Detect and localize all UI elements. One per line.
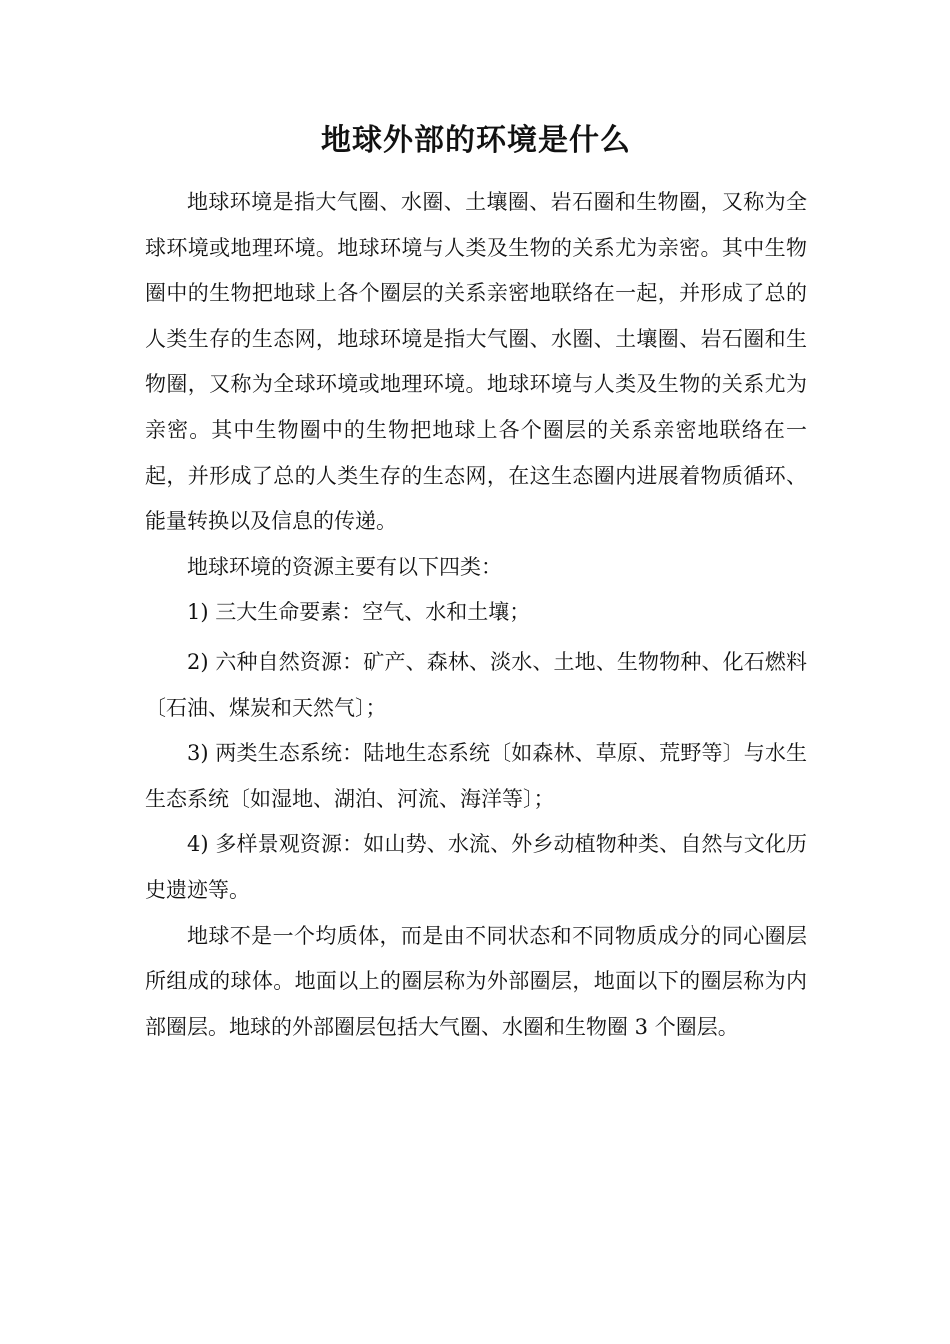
list-item-4: 4) 多样景观资源：如山势、水流、外乡动植物种类、自然与文化历史遗迹等。 (145, 832, 807, 902)
document-title: 地球外部的环境是什么 (321, 123, 631, 158)
paragraph-resources-heading: 地球环境的资源主要有以下四类： (187, 554, 502, 579)
list-item-1: 1) 三大生命要素：空气、水和土壤； (187, 600, 531, 625)
list-item-2: 2) 六种自然资源：矿产、森林、淡水、土地、生物物种、化石燃料〔石油、煤炭和天然气〕； (145, 649, 807, 720)
paragraph-layers: 地球不是一个均质体，而是由不同状态和不同物质成分的同心圈层所组成的球体。地面以上的圈层称为外部圈层，地面以下的圈层称为内部圈层。地球的外部圈层包括大气圈、水圈和生物圈 3 个圈层。 (145, 923, 807, 1039)
paragraph-intro: 地球环境是指大气圈、水圈、土壤圈、岩石圈和生物圈，又称为全球环境或地理环境。地球环境与人类及生物的关系尤为亲密。其中生物圈中的生物把地球上各个圈层的关系亲密地联络在一起，并形成了总的人类生存的生态网，地球环境是指大气圈、水圈、土壤圈、岩石圈和生物圈，又称为全球环境或地理环境。地球环境与人类及生物的关系尤为亲密。其中生物圈中的生物把地球上各个圈层的关系亲密地联络在一起，并形成了总的人类生存的生态网，在这生态圈内进展着物质循环、能量转换以及信息的传递。 (145, 190, 807, 534)
list-item-3: 3) 两类生态系统：陆地生态系统〔如森林、草原、荒野等〕与水生生态系统〔如湿地、湖泊、河流、海洋等〕； (145, 741, 807, 811)
document-page (145, 118, 807, 1050)
